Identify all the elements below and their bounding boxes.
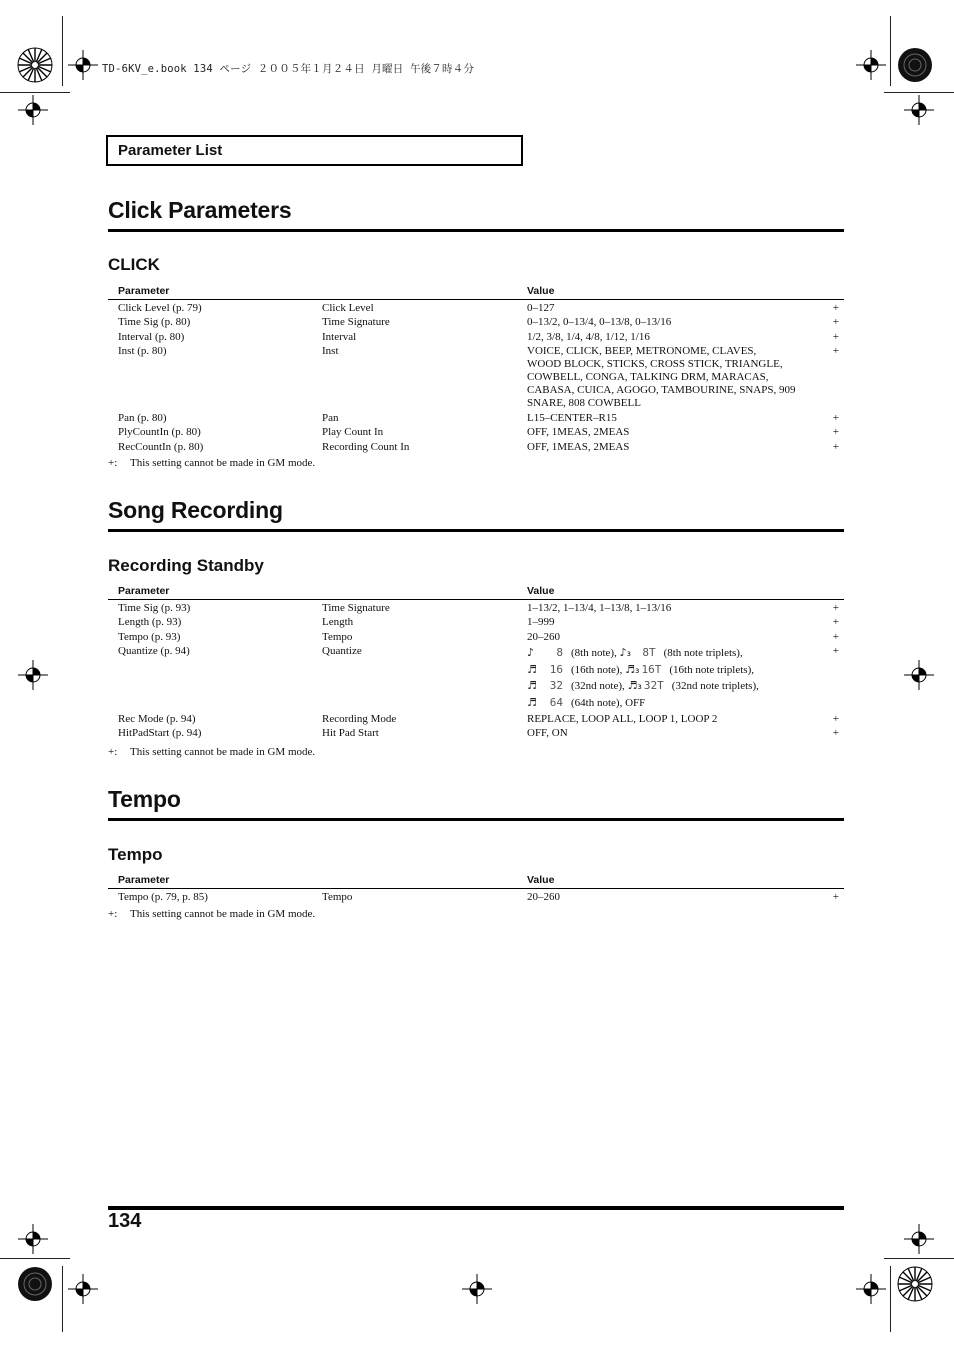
quantize-line bbox=[527, 678, 819, 695]
value-line: 0–13/2, 0–13/4, 0–13/8, 0–13/16 bbox=[527, 316, 672, 328]
name-cell: Quantize bbox=[322, 645, 362, 657]
flag-cell: + bbox=[832, 712, 839, 725]
param-cell: Pan (p. 80) bbox=[118, 411, 167, 424]
quantize-description: (16th note triplets), bbox=[669, 663, 754, 676]
crosshair-mark-top-right bbox=[856, 50, 886, 85]
name-cell: Pan bbox=[322, 411, 339, 424]
param-cell: Click Level (p. 79) bbox=[118, 301, 202, 314]
param-cell: HitPadStart (p. 94) bbox=[118, 727, 202, 739]
column-header-value: Value bbox=[527, 874, 555, 886]
value-cell bbox=[527, 302, 819, 315]
eighth-note-icon: ♪ bbox=[527, 646, 535, 659]
flag-cell: + bbox=[832, 601, 839, 614]
sixteenth-triplet-icon: ♬₃ bbox=[625, 662, 640, 676]
value-line: 0–127 bbox=[527, 301, 555, 314]
footnote-key: +: bbox=[108, 457, 118, 469]
quantize-value-cell bbox=[527, 645, 819, 711]
thirty-second-triplet-icon: ♬₃ bbox=[627, 679, 642, 692]
name-cell: Hit Pad Start bbox=[322, 727, 379, 739]
section-rule bbox=[108, 818, 844, 821]
table-header bbox=[108, 285, 844, 300]
table-row bbox=[108, 329, 844, 344]
table-row bbox=[108, 315, 844, 330]
name-cell: Recording Count In bbox=[322, 440, 410, 453]
name-cell: Length bbox=[322, 616, 354, 628]
flag-cell: + bbox=[832, 301, 839, 314]
param-cell: RecCountIn (p. 80) bbox=[118, 440, 204, 453]
value-line: 20–260 bbox=[527, 890, 560, 903]
param-cell: Interval (p. 80) bbox=[118, 330, 185, 343]
value-line: 1–13/2, 1–13/4, 1–13/8, 1–13/16 bbox=[527, 601, 672, 614]
eighth-triplet-icon: ♪₃ bbox=[619, 646, 632, 659]
value-line: OFF, 1MEAS, 2MEAS bbox=[527, 440, 630, 453]
subsection-title-click: CLICK bbox=[108, 255, 160, 274]
flag-cell: + bbox=[832, 316, 839, 328]
column-header-value: Value bbox=[527, 285, 555, 297]
crosshair-mark-bottom-center bbox=[462, 1274, 492, 1309]
page-footer-rule bbox=[108, 1206, 844, 1210]
value-cell bbox=[527, 345, 819, 410]
table-row bbox=[108, 600, 844, 615]
footnote-text: This setting cannot be made in GM mode. bbox=[130, 908, 316, 920]
crosshair-mark-right-middle bbox=[904, 660, 934, 695]
registration-mark-top-left-sunburst bbox=[17, 47, 53, 83]
section-rule bbox=[108, 529, 844, 532]
value-cell bbox=[527, 891, 819, 904]
quantize-description: (32nd note triplets), bbox=[671, 680, 759, 692]
value-cell bbox=[527, 713, 819, 726]
footnote-text: This setting cannot be made in GM mode. bbox=[130, 457, 316, 469]
flag-cell: + bbox=[832, 411, 839, 424]
value-cell bbox=[527, 441, 819, 454]
flag-cell: + bbox=[832, 345, 839, 357]
value-cell bbox=[527, 602, 819, 615]
crosshair-mark-left-upper bbox=[18, 95, 48, 130]
table-header bbox=[108, 585, 844, 600]
value-cell bbox=[527, 616, 819, 629]
tempo-table bbox=[108, 874, 844, 904]
column-header-parameter: Parameter bbox=[118, 585, 170, 597]
param-cell: PlyCountIn (p. 80) bbox=[118, 426, 201, 438]
value-cell bbox=[527, 412, 819, 425]
value-line: 1/2, 3/8, 1/4, 4/8, 1/12, 1/16 bbox=[527, 330, 650, 343]
section-title-tempo: Tempo bbox=[108, 786, 181, 812]
table-body bbox=[108, 889, 844, 904]
table-body bbox=[108, 711, 844, 740]
name-cell: Time Signature bbox=[322, 316, 390, 328]
value-cell bbox=[527, 426, 819, 439]
crosshair-mark-left-middle bbox=[18, 660, 48, 695]
flag-cell: + bbox=[832, 426, 839, 438]
section-rule bbox=[108, 229, 844, 232]
name-cell: Time Signature bbox=[322, 601, 390, 614]
param-cell: Inst (p. 80) bbox=[118, 345, 167, 357]
value-line: REPLACE, LOOP ALL, LOOP 1, LOOP 2 bbox=[527, 712, 718, 725]
table-row bbox=[108, 344, 844, 411]
flag-cell: + bbox=[832, 645, 839, 657]
param-cell: Time Sig (p. 80) bbox=[118, 316, 191, 328]
recording-standby-table bbox=[108, 585, 844, 740]
sixty-fourth-note-icon: ♬ bbox=[527, 695, 537, 709]
flag-cell: + bbox=[832, 727, 839, 739]
name-cell: Click Level bbox=[322, 301, 374, 314]
quantize-description: (32nd note), bbox=[571, 680, 625, 692]
table-row bbox=[108, 726, 844, 741]
flag-cell: + bbox=[832, 890, 839, 903]
value-line: VOICE, CLICK, BEEP, METRONOME, CLAVES, bbox=[527, 345, 757, 357]
page-number: 134 bbox=[108, 1210, 142, 1232]
crosshair-mark-left-lower bbox=[18, 1224, 48, 1259]
quantize-description: (64th note), OFF bbox=[571, 696, 646, 709]
name-cell: Tempo bbox=[322, 890, 353, 903]
lcd-display-value: 16T bbox=[641, 662, 662, 676]
value-cell bbox=[527, 316, 819, 329]
quantize-description: (16th note), bbox=[571, 663, 623, 676]
registration-mark-bottom-right-sunburst bbox=[897, 1266, 933, 1302]
value-cell bbox=[527, 727, 819, 740]
table-row bbox=[108, 629, 844, 644]
value-line: WOOD BLOCK, STICKS, CROSS STICK, TRIANGLE, bbox=[527, 358, 783, 370]
name-cell: Interval bbox=[322, 330, 357, 343]
click-parameter-table bbox=[108, 285, 844, 454]
registration-mark-bottom-left-dark bbox=[17, 1266, 53, 1302]
quantize-line bbox=[527, 695, 819, 712]
param-cell: Tempo (p. 93) bbox=[118, 630, 181, 643]
crosshair-mark-bottom-right bbox=[856, 1274, 886, 1309]
param-cell: Tempo (p. 79, p. 85) bbox=[118, 890, 208, 903]
name-cell: Tempo bbox=[322, 630, 353, 643]
thirty-second-note-icon: ♬ bbox=[527, 679, 537, 692]
flag-cell: + bbox=[832, 330, 839, 343]
crop-line-right-top-horizontal bbox=[884, 92, 954, 93]
crosshair-mark-right-upper bbox=[904, 95, 934, 130]
footnote bbox=[108, 908, 315, 920]
crop-line-bottom-right-vertical bbox=[890, 1266, 891, 1332]
subsection-title-tempo: Tempo bbox=[108, 845, 163, 864]
value-cell bbox=[527, 331, 819, 344]
value-line: SNARE, 808 COWBELL bbox=[527, 397, 641, 409]
footnote bbox=[108, 457, 315, 469]
value-line: 1–999 bbox=[527, 616, 555, 628]
footnote-text: This setting cannot be made in GM mode. bbox=[130, 746, 316, 758]
section-label-box: Parameter List bbox=[106, 135, 523, 166]
flag-cell: + bbox=[832, 440, 839, 453]
print-header: TD-6KV_e.book 134 ページ ２００５年１月２４日 月曜日 午後７時４分 bbox=[102, 63, 475, 75]
lcd-display-value: 8T bbox=[642, 646, 656, 659]
crosshair-mark-right-lower bbox=[904, 1224, 934, 1259]
param-cell: Length (p. 93) bbox=[118, 616, 182, 628]
name-cell: Recording Mode bbox=[322, 712, 397, 725]
table-row bbox=[108, 615, 844, 630]
quantize-line bbox=[527, 662, 819, 679]
table-row-quantize bbox=[108, 644, 844, 712]
quantize-description: (8th note triplets), bbox=[663, 647, 743, 659]
value-line: 20–260 bbox=[527, 630, 560, 643]
lcd-display-value: 8 bbox=[556, 646, 563, 659]
value-cell bbox=[527, 631, 819, 644]
sixteenth-note-icon: ♬ bbox=[527, 662, 537, 676]
table-body bbox=[108, 300, 844, 454]
quantize-line bbox=[527, 645, 819, 662]
table-row bbox=[108, 300, 844, 315]
crop-line-left-top-horizontal bbox=[0, 92, 70, 93]
footnote bbox=[108, 746, 315, 758]
table-header bbox=[108, 874, 844, 889]
table-row bbox=[108, 439, 844, 454]
crop-line-right-bottom-horizontal bbox=[884, 1258, 954, 1259]
crop-line-left-bottom-horizontal bbox=[0, 1258, 70, 1259]
table-row bbox=[108, 711, 844, 726]
value-line: OFF, ON bbox=[527, 727, 568, 739]
value-line: CABASA, CUICA, AGOGO, TAMBOURINE, SNAPS, 909 bbox=[527, 384, 796, 396]
footnote-key: +: bbox=[108, 908, 118, 920]
lcd-display-value: 32T bbox=[643, 679, 664, 692]
lcd-display-value: 16 bbox=[549, 662, 563, 676]
crosshair-mark-bottom-left bbox=[68, 1274, 98, 1309]
section-title-song-recording: Song Recording bbox=[108, 497, 283, 523]
param-cell: Rec Mode (p. 94) bbox=[118, 712, 196, 725]
table-row bbox=[108, 410, 844, 425]
lcd-display-value: 32 bbox=[549, 679, 563, 692]
crosshair-mark-top-left bbox=[68, 50, 98, 85]
value-line: L15–CENTER–R15 bbox=[527, 411, 617, 424]
quantize-description: (8th note), bbox=[571, 647, 617, 659]
table-body bbox=[108, 600, 844, 644]
param-cell: Time Sig (p. 93) bbox=[118, 601, 191, 614]
table-row bbox=[108, 889, 844, 904]
lcd-display-value: 64 bbox=[549, 695, 563, 709]
crop-line-bottom-left-vertical bbox=[62, 1266, 63, 1332]
flag-cell: + bbox=[832, 630, 839, 643]
section-title-click-parameters: Click Parameters bbox=[108, 197, 292, 223]
column-header-parameter: Parameter bbox=[118, 285, 170, 297]
table-row bbox=[108, 425, 844, 440]
column-header-parameter: Parameter bbox=[118, 874, 170, 886]
value-line: OFF, 1MEAS, 2MEAS bbox=[527, 426, 630, 438]
crop-line-top-left-vertical bbox=[62, 16, 63, 86]
param-cell: Quantize (p. 94) bbox=[118, 645, 190, 657]
subsection-title-recording-standby: Recording Standby bbox=[108, 556, 264, 575]
footnote-key: +: bbox=[108, 746, 118, 758]
registration-mark-top-right-dark bbox=[897, 47, 933, 83]
crop-line-top-right-vertical bbox=[890, 16, 891, 86]
flag-cell: + bbox=[832, 616, 839, 628]
name-cell: Play Count In bbox=[322, 426, 384, 438]
name-cell: Inst bbox=[322, 345, 339, 357]
column-header-value: Value bbox=[527, 585, 555, 597]
value-line: COWBELL, CONGA, TALKING DRM, MARACAS, bbox=[527, 371, 769, 383]
